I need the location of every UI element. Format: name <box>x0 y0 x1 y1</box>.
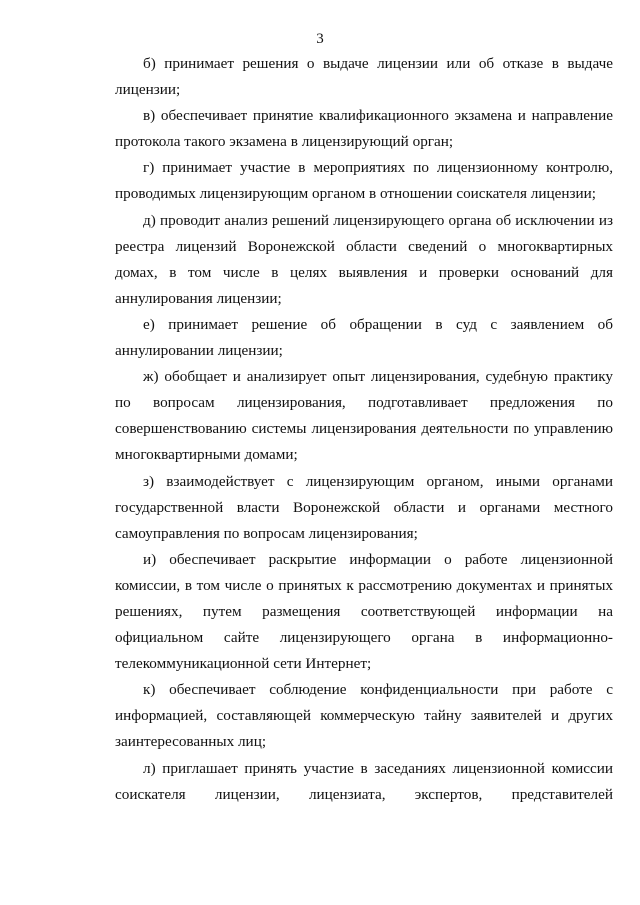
paragraph-e: е) принимает решение об обращении в суд с заявлением об аннулировании лицензии; <box>115 315 613 360</box>
document-body <box>115 51 613 808</box>
paragraph-k: к) обеспечивает соблюдение конфиденциальности при работе с информацией, составляющей коммерческую тайну заявителей и других заинтересованных лиц; <box>115 681 613 751</box>
paragraph-zh: ж) обобщает и анализирует опыт лицензирования, судебную практику по вопросам лицензирования, подготавливает предложения по совершенствованию системы лицензирования деятельности по управлению многоквартирными домами; <box>115 368 613 464</box>
paragraph-g: г) принимает участие в мероприятиях по лицензионному контролю, проводимых лицензирующим органом в отношении соискателя лицензии; <box>115 159 613 203</box>
page-number: 3 <box>316 31 324 47</box>
paragraph-d: д) проводит анализ решений лицензирующего органа об исключении из реестра лицензий Воронежской области сведений о многоквартирных домах, в том числе в целях выявления и проверки оснований для аннулирования лицензии; <box>115 211 613 307</box>
paragraph-b: б) принимает решения о выдаче лицензии или об отказе в выдаче лицензии; <box>115 55 613 99</box>
paragraph-v: в) обеспечивает принятие квалификационного экзамена и направление протокола такого экзамена в лицензирующий орган; <box>115 107 613 151</box>
paragraph-z: з) взаимодействует с лицензирующим органом, иными органами государственной власти Воронежской области и органами местного самоуправления по вопросам лицензирования; <box>115 472 613 542</box>
paragraph-l: л) приглашает принять участие в заседаниях лицензионной комиссии соискателя лицензии, лицензиата, экспертов, представителей <box>115 759 613 803</box>
paragraph-i: и) обеспечивает раскрытие информации о работе лицензионной комиссии, в том числе о принятых к рассмотрению документах и принятых решениях, путем размещения соответствующей информации на официальном сайте лицензирующего органа в информационно-телекоммуникационной сети Интернет; <box>115 550 613 673</box>
